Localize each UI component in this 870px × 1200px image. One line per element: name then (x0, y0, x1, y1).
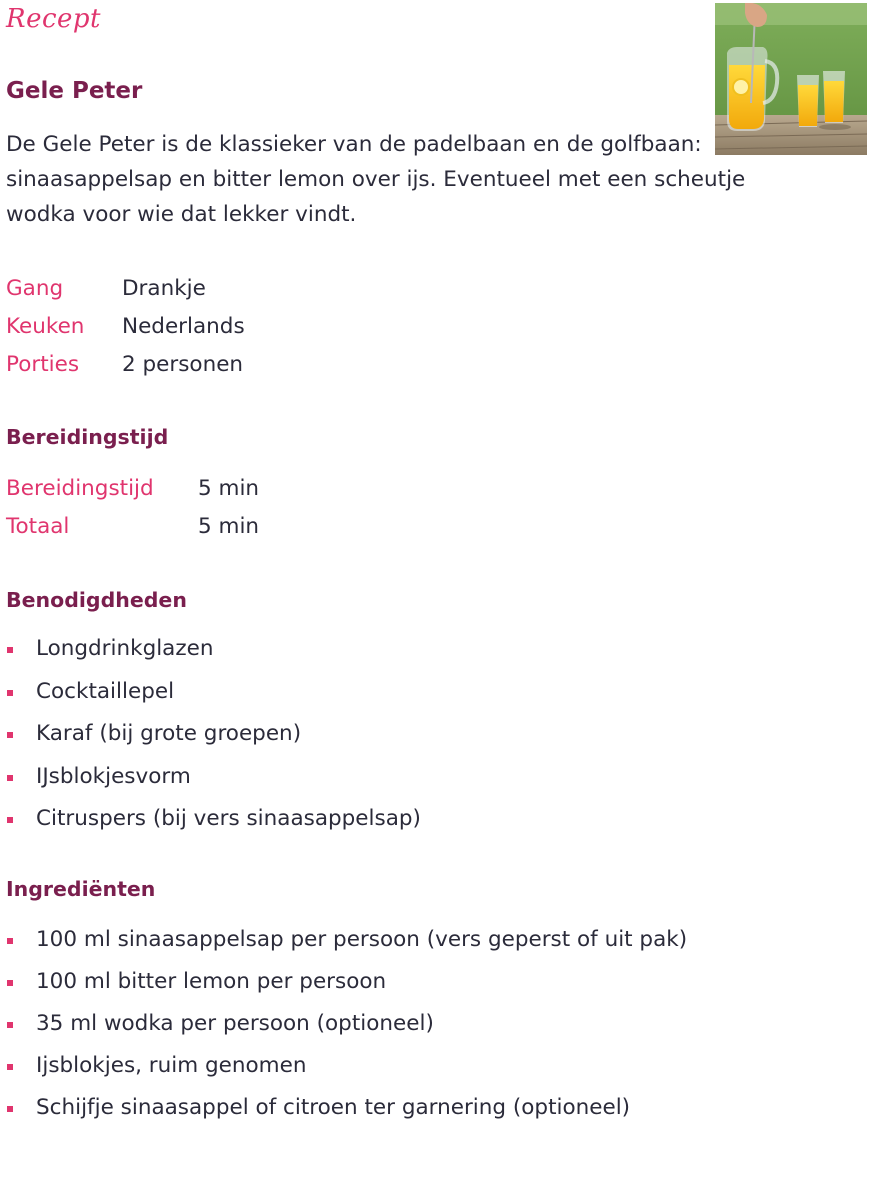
recipe-label: Recept (6, 4, 102, 34)
ingredients-heading: Ingrediënten (6, 877, 156, 901)
bullet-icon (7, 1064, 13, 1070)
bullet-icon (7, 690, 13, 696)
list-item (6, 760, 421, 794)
equipment-list (6, 632, 421, 845)
list-item-text: Karaf (bij grote groepen) (36, 721, 302, 746)
list-item-text: Longdrinkglazen (36, 636, 214, 661)
bullet-icon (7, 647, 13, 653)
list-item (6, 717, 421, 751)
list-item (6, 675, 421, 709)
list-item (6, 632, 421, 666)
bullet-icon (7, 775, 13, 781)
bullet-icon (7, 732, 13, 738)
time-value: 5 min (198, 476, 260, 501)
list-item (6, 965, 706, 999)
time-heading: Bereidingstijd (6, 425, 169, 449)
bullet-icon (7, 938, 13, 944)
meta-value: 2 personen (122, 352, 244, 377)
list-item (6, 802, 421, 836)
equipment-heading: Benodigdheden (6, 588, 187, 612)
list-item-text: Cocktaillepel (36, 678, 175, 704)
bullet-icon (7, 817, 13, 823)
list-item-text: 100 ml sinaasappelsap per persoon (vers geperst of uit pak) (36, 927, 688, 952)
bullet-icon (7, 1106, 13, 1112)
time-value: 5 min (198, 514, 260, 539)
meta-key: Keuken (6, 314, 85, 339)
bullet-icon (7, 980, 13, 986)
time-key: Bereidingstijd (6, 476, 154, 501)
meta-key: Gang (6, 276, 64, 301)
bullet-icon (7, 1022, 13, 1028)
time-key: Totaal (6, 514, 70, 539)
list-item-text: Schijfje sinaasappel of citroen ter garnering (optioneel) (36, 1095, 631, 1120)
recipe-title: Gele Peter (6, 78, 143, 104)
meta-key: Porties (6, 352, 80, 377)
list-item (6, 1007, 706, 1041)
list-item-text: 35 ml wodka per persoon (optioneel) (36, 1011, 434, 1036)
list-item-text: Ijsblokjes, ruim genomen (36, 1053, 307, 1078)
list-item-text: 100 ml bitter lemon per persoon (36, 969, 387, 994)
list-item (6, 1049, 706, 1083)
ingredients-list (6, 923, 706, 1133)
list-item-text: Citruspers (bij vers sinaasappelsap) (36, 806, 421, 831)
meta-value: Drankje (122, 276, 206, 301)
list-item-text: IJsblokjesvorm (36, 763, 191, 789)
recipe-intro: De Gele Peter is de klassieker van de padelbaan en de golfbaan: sinaasappelsap en bitter lemon over ijs. Eventueel met een scheutje wodka voor wie dat lekker vindt. (6, 132, 746, 227)
meta-value: Nederlands (122, 314, 245, 339)
list-item (6, 923, 706, 957)
list-item (6, 1091, 706, 1125)
